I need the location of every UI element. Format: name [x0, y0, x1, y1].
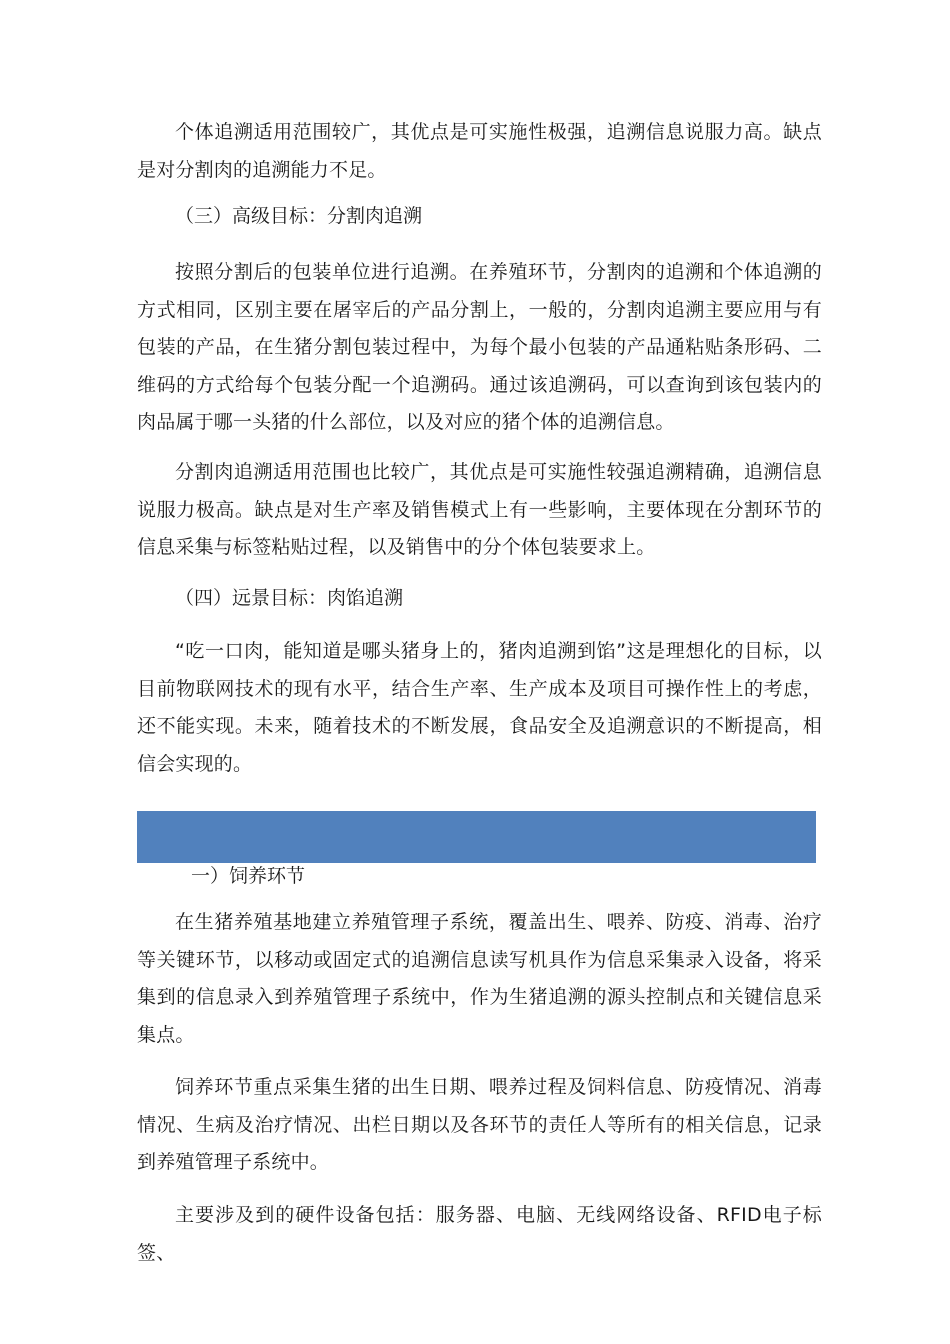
heading-vision-goal: （四）远景目标：肉馅追溯	[175, 587, 404, 609]
paragraph-cut-meat-pros-cons: 分割肉追溯适用范围也比较广，其优点是可实施性较强追溯精确，追溯信息说服力极高。缺点是对生产率及销售模式上有一些影响，主要体现在分割环节的信息采集与标签粘贴过程，以及销售中的分个体包装要求上。	[137, 461, 822, 558]
paragraph-mince-trace: “吃一口肉，能知道是哪头猪身上的，猪肉追溯到馅”这是理想化的目标，以目前物联网技术的现有水平，结合生产率、生产成本及项目可操作性上的考虑，还不能实现。未来，随着技术的不断发展，食品安全及追溯意识的不断提高，相信会实现的。	[137, 640, 822, 775]
heading-feeding-stage: 一）饲养环节	[191, 865, 306, 887]
section-banner	[137, 811, 816, 863]
paragraph-individual-trace: 个体追溯适用范围较广，其优点是可实施性极强，追溯信息说服力高。缺点是对分割肉的追溯能力不足。	[137, 121, 822, 181]
paragraph-hardware: 主要涉及到的硬件设备包括：服务器、电脑、无线网络设备、RFID电子标签、	[137, 1204, 822, 1264]
heading-advanced-goal: （三）高级目标：分割肉追溯	[175, 205, 423, 227]
paragraph-feeding-data: 饲养环节重点采集生猪的出生日期、喂养过程及饲料信息、防疫情况、消毒情况、生病及治疗情况、出栏日期以及各环节的责任人等所有的相关信息，记录到养殖管理子系统中。	[137, 1076, 822, 1173]
paragraph-breeding-system: 在生猪养殖基地建立养殖管理子系统，覆盖出生、喂养、防疫、消毒、治疗等关键环节，以移动或固定式的追溯信息读写机具作为信息采集录入设备，将采集到的信息录入到养殖管理子系统中，作为生猪追溯的源头控制点和关键信息采集点。	[137, 911, 822, 1046]
paragraph-cut-meat-trace: 按照分割后的包装单位进行追溯。在养殖环节，分割肉的追溯和个体追溯的方式相同，区别主要在屠宰后的产品分割上，一般的，分割肉追溯主要应用与有包装的产品，在生猪分割包装过程中，为每个最小包装的产品通粘贴条形码、二维码的方式给每个包装分配一个追溯码。通过该追溯码，可以查询到该包装内的肉品属于哪一头猪的什么部位，以及对应的猪个体的追溯信息。	[137, 261, 822, 433]
